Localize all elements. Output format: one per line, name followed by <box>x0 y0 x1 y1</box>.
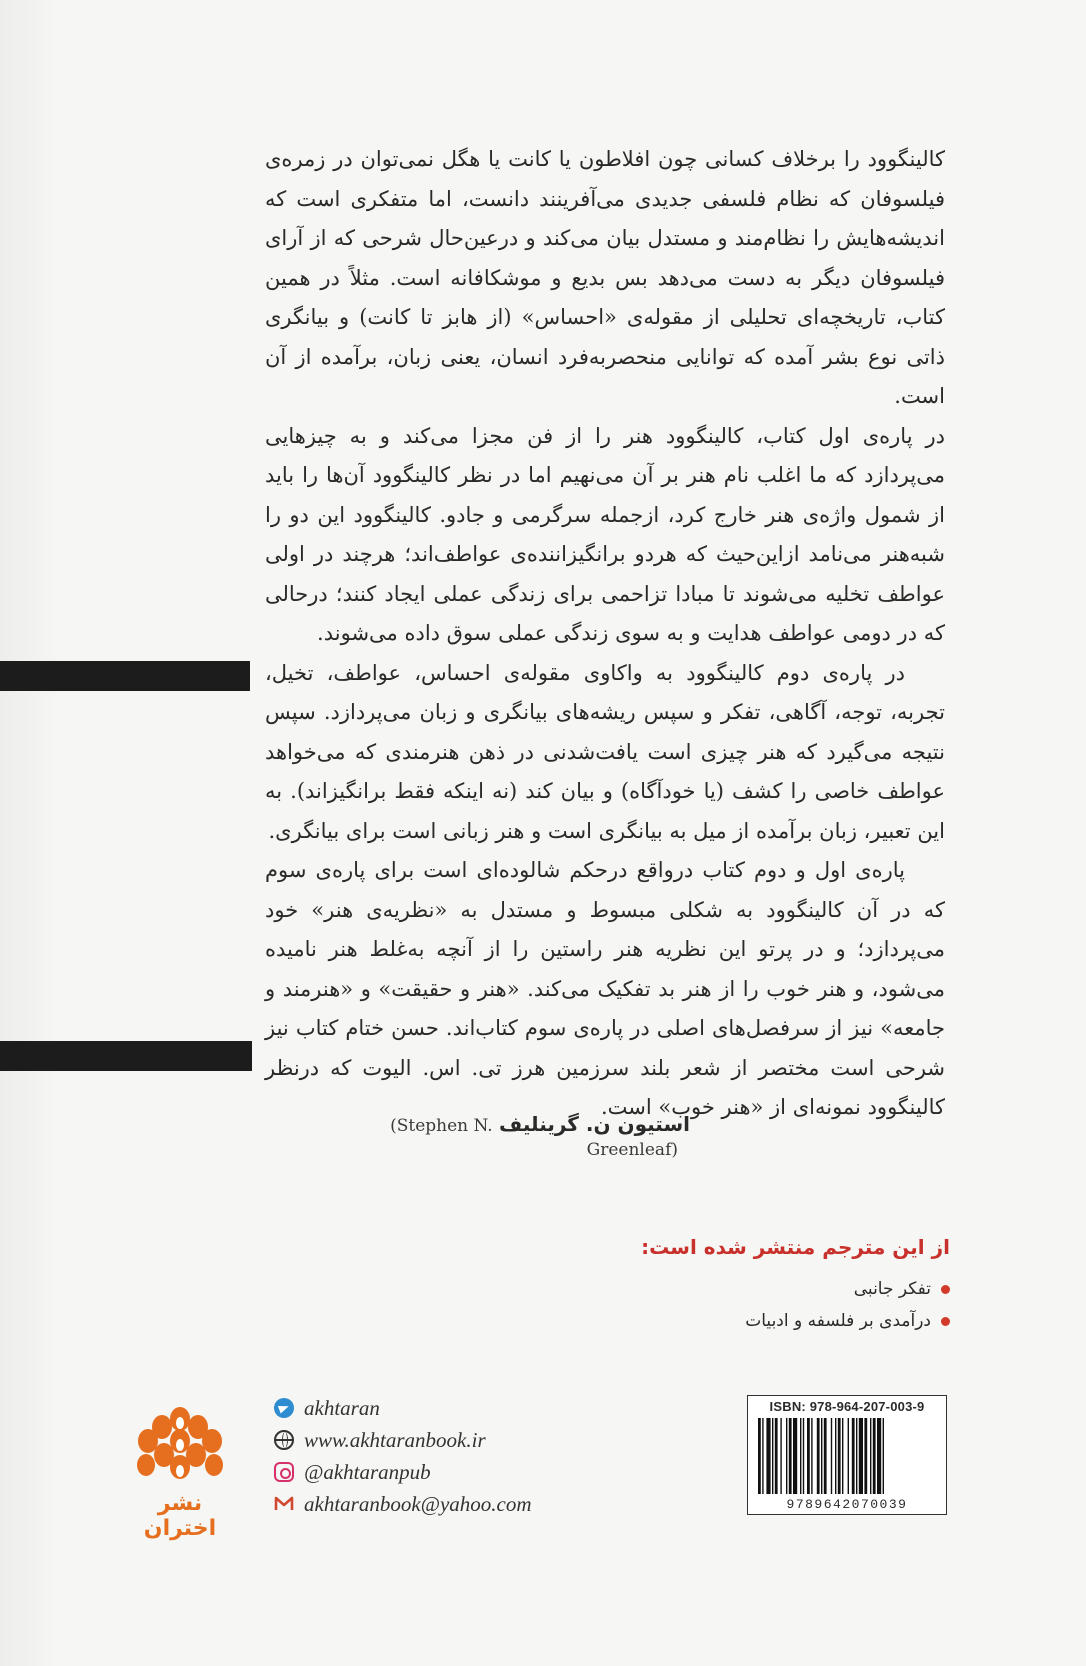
isbn-digits: 9789642070039 <box>786 1497 908 1512</box>
isbn-label: ISBN: 978-964-207-003-9 <box>769 1399 925 1414</box>
paragraph: در پاره‌ی اول کتاب، کالینگوود هنر را از فن مجزا می‌کند و به چیزهایی می‌پردازد که ما اغلب نام هنر بر آن می‌نهیم اما در نظر کالینگوود آن‌ها را باید از شمول واژه‌ی هنر خارج کرد، ازجمله سرگرمی و جادو. کالینگوود این دو را شبه‌هنر می‌نامد ازاین‌حیث که هردو برانگیزاننده‌ی عواطف‌اند؛ هرچند در اولی عواطف تخلیه می‌شوند تا مبادا تزاحمی برای زندگی عملی ایجاد کنند؛ درحالی که در دومی عواطف هدایت و به سوی زندگی عملی سوق داده می‌شوند. <box>265 423 945 645</box>
barcode-bar <box>870 1418 871 1494</box>
barcode-bar <box>811 1418 812 1494</box>
instagram-contact[interactable]: @akhtaranpub <box>274 1456 614 1488</box>
barcode-bar <box>873 1418 876 1494</box>
translator-publications <box>600 1235 950 1337</box>
barcode-bar <box>821 1418 822 1494</box>
barcode-bar <box>766 1418 770 1494</box>
barcode-bar <box>824 1418 827 1494</box>
barcode-bar <box>758 1418 761 1494</box>
barcode-bar <box>852 1418 855 1494</box>
barcode-bar <box>877 1418 881 1494</box>
barcode-bar <box>780 1418 781 1494</box>
author-signature <box>330 1112 690 1160</box>
isbn-barcode <box>747 1395 947 1515</box>
barcode-bar <box>856 1418 857 1494</box>
barcode-bar <box>803 1418 804 1494</box>
barcode-bar <box>793 1418 797 1494</box>
barcode-bar <box>859 1418 863 1494</box>
barcode-bar <box>800 1418 801 1494</box>
publisher-logo <box>125 1405 235 1541</box>
barcode-bar <box>817 1418 820 1494</box>
paragraph: در پاره‌ی دوم کالینگوود به واکاوی مقوله‌ی احساس، عواطف، تخیل، تجربه، توجه، آگاهی، تفکر و سپس ریشه‌های بیانگری و زبان می‌پردازد. سپس نتیجه می‌گیرد که هنر چیزی است یافت‌شدنی در ذهن هنرمندی که می‌خواهد عواطف خاصی را کشف (یا خودآگاه) و بیان کند (نه اینکه فقط برانگیزاند). به این تعبیر، زبان برآمده از میل به بیانگری است و هنر زبانی است برای بیانگری. <box>265 660 945 843</box>
barcode-bar <box>786 1418 787 1494</box>
barcode-bar <box>762 1418 763 1494</box>
signature-latin-name: (Stephen N. Greenleaf) <box>390 1116 678 1160</box>
website-contact[interactable]: www.akhtaranbook.ir <box>274 1424 614 1456</box>
bullet-icon <box>941 1317 950 1326</box>
barcode-bar <box>807 1418 810 1494</box>
barcode-bar <box>883 1418 884 1494</box>
barcode-bar <box>838 1418 841 1494</box>
mail-icon <box>274 1494 294 1514</box>
publisher-name: نشر اختران <box>143 1491 217 1541</box>
paragraph: کالینگوود را برخلاف کسانی چون افلاطون یا کانت یا هگل نمی‌توان در زمره‌ی فیلسوفان که نظام فلسفی جدیدی می‌آفرینند دانست، اما متفکری است که اندیشه‌هایش را نظام‌مند و مستدل بیان می‌کند و درعین‌حال شرحی که از آرای فیلسوفان دیگر به دست می‌دهد بس بدیع و موشکافانه است. مثلاً در همین کتاب، تاریخچه‌ای تحلیلی از مقوله‌ی «احساس» (از هابز تا کانت) و بیانگری ذاتی نوع بشر آمده که توانایی منحصربه‌فرد انسان، یعنی زبان، برآمده از آن است. <box>265 147 945 408</box>
barcode-bar <box>864 1418 867 1494</box>
barcode-bar <box>775 1418 778 1494</box>
telegram-icon <box>274 1398 294 1418</box>
barcode-bar <box>831 1418 832 1494</box>
page-edge-shade <box>0 0 60 1666</box>
signature-name: استیون ن. گرینلیف <box>499 1112 690 1136</box>
globe-icon <box>274 1430 294 1450</box>
email-contact[interactable]: akhtaranbook@yahoo.com <box>274 1488 614 1520</box>
telegram-contact[interactable]: akhtaran <box>274 1392 614 1424</box>
publisher-emblem-icon <box>134 1405 226 1485</box>
list-item: درآمدی بر فلسفه و ادبیات <box>600 1305 950 1337</box>
barcode-bar <box>835 1418 836 1494</box>
back-cover-text <box>265 140 945 1128</box>
barcode-bar <box>772 1418 773 1494</box>
paragraph: پاره‌ی اول و دوم کتاب درواقع درحکم شالوده‌ای است برای پاره‌ی سوم که در آن کالینگوود به شکلی مبسوط و مستدل به «نظریه‌ی هنر» خود می‌پردازد؛ و در پرتو این نظریه هنر راستین را از آنچه به‌غلط هنر نامیده می‌شود، و هنر خوب را از هنر بد تفکیک می‌کند. «هنر و حقیقت» و «هنرمند و جامعه» نیز از سرفصل‌های اصلی در پاره‌ی سوم کتاب‌اند. حسن ختام کتاب نیز شرحی است مختصر از شعر بلند سرزمین هرز تی. اس. الیوت که درنظر کالینگوود نمونه‌ای از «هنر خوب» است. <box>265 858 945 1119</box>
barcode-bar <box>789 1418 792 1494</box>
decorative-bar <box>0 1041 252 1071</box>
list-item: تفکر جانبی <box>600 1273 950 1305</box>
bullet-icon <box>941 1285 950 1294</box>
barcode-bar <box>848 1418 849 1494</box>
barcode-bars <box>758 1418 938 1494</box>
barcode-bar <box>842 1418 843 1494</box>
publications-heading: از این مترجم منتشر شده است: <box>641 1235 950 1259</box>
decorative-bar <box>0 661 250 691</box>
instagram-icon <box>274 1462 294 1482</box>
contact-list <box>274 1392 614 1520</box>
